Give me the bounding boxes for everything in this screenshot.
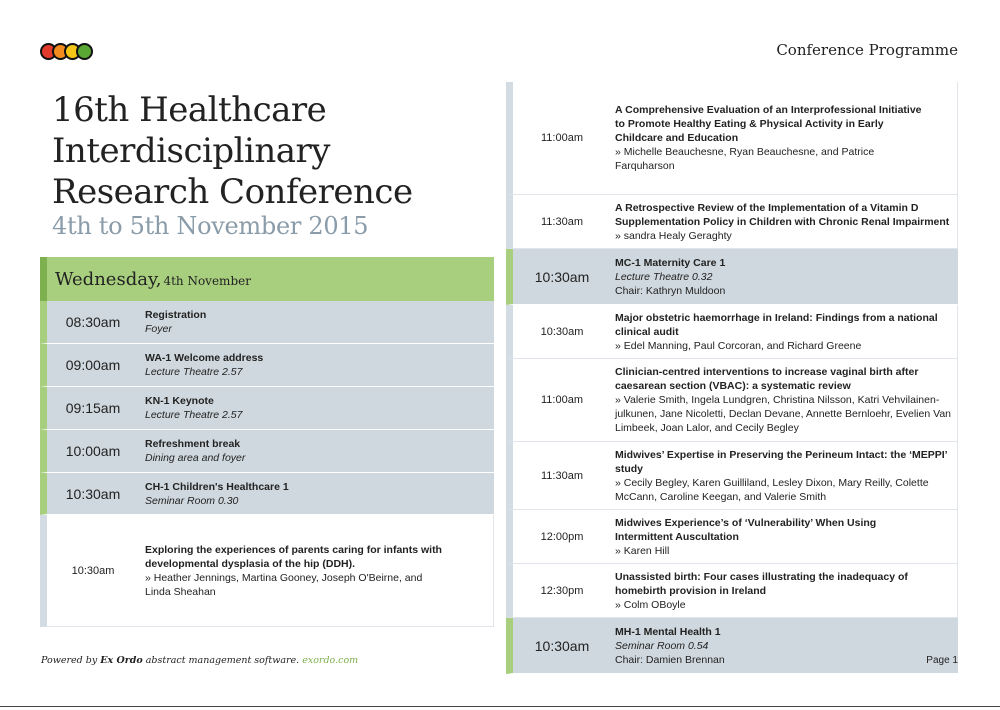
session-location: Foyer	[145, 323, 172, 335]
session-location: Lecture Theatre 0.32	[615, 270, 713, 283]
session-title: CH-1 Children's Healthcare 1	[145, 480, 289, 493]
paper-title: Major obstetric haemorrhage in Ireland: Findings from a national clinical audit	[615, 311, 938, 338]
session-location: Dining area and foyer	[145, 452, 246, 464]
conference-dates: 4th to 5th November 2015	[52, 212, 369, 240]
logo-dot-green-icon	[76, 43, 93, 60]
day-date: 4th November	[163, 274, 251, 288]
session-title: KN-1 Keynote	[145, 395, 214, 407]
session-chair: Chair: Damien Brennan	[615, 653, 725, 666]
paper-row[interactable]	[506, 510, 958, 564]
paper-authors: » Cecily Begley, Karen Guilliland, Lesley Dixon, Mary Reilly, Colette McCann, Caroline Keegan, and Valerie Smith	[615, 476, 929, 503]
paper-content	[611, 564, 957, 617]
footer-prefix: Powered by	[41, 655, 98, 666]
footer-link[interactable]: exordo.com	[302, 655, 359, 666]
document-label: Conference Programme	[776, 41, 958, 59]
session-title: MH-1 Mental Health 1	[615, 625, 721, 638]
paper-content	[611, 82, 957, 194]
session-content	[611, 618, 729, 673]
paper-time: 11:30am	[541, 469, 583, 482]
paper-content	[139, 515, 493, 626]
paper-content	[611, 305, 957, 358]
paper-authors: » sandra Healy Geraghty	[615, 229, 732, 242]
session-location: Lecture Theatre 2.57	[145, 409, 243, 421]
session-row[interactable]	[40, 473, 494, 515]
session-row[interactable]	[40, 387, 494, 430]
bottom-divider	[0, 706, 1000, 707]
paper-time: 11:30am	[541, 215, 583, 228]
session-time: 10:30am	[534, 268, 590, 285]
paper-title: Clinician-centred interventions to increase vaginal birth after caesarean section (VBAC): a systematic review	[615, 366, 919, 392]
footer	[41, 655, 358, 666]
session-title: Registration	[145, 309, 207, 321]
session-time: 10:30am	[534, 637, 590, 654]
paper-authors: » Edel Manning, Paul Corcoran, and Richard Greene	[615, 339, 862, 352]
page-number: Page 1	[926, 655, 958, 666]
title-line-2: Interdisciplinary	[52, 131, 331, 171]
session-title: MC-1 Maternity Care 1	[615, 256, 726, 269]
logo	[40, 43, 92, 59]
paper-content	[611, 359, 957, 441]
session-location: Lecture Theatre 2.57	[145, 366, 243, 378]
paper-authors: » Valerie Smith, Ingela Lundgren, Christina Nilsson, Katri Vehvilainen-julkunen, Jane Nicoletti, Declan Devane, Annette Bernloehr, Evelien Van Limbeek, Joan Lalor, and Cecily Begley	[615, 394, 952, 434]
session-time: 09:15am	[65, 400, 121, 416]
session-row[interactable]	[40, 344, 494, 387]
paper-time: 10:30am	[71, 564, 115, 577]
paper-time: 11:00am	[541, 132, 583, 144]
paper-row[interactable]	[506, 305, 958, 359]
paper-title: Midwives’ Expertise in Preserving the Perineum Intact: the ‘MEPPI’ study	[615, 448, 948, 475]
session-title: WA-1 Welcome address	[145, 352, 264, 364]
paper-authors: » Heather Jennings, Martina Gooney, Joseph O'Beirne, and Linda Sheahan	[145, 571, 423, 598]
paper-row[interactable]	[506, 82, 958, 195]
paper-row[interactable]	[506, 442, 958, 510]
session-location: Seminar Room 0.54	[615, 639, 709, 652]
session-time: 08:30am	[65, 314, 121, 330]
session-row[interactable]	[40, 301, 494, 344]
paper-title: Midwives Experience’s of ‘Vulnerability’ When Using Intermittent Auscultation	[615, 516, 877, 543]
session-time: 10:30am	[65, 485, 121, 502]
footer-brand: Ex Ordo	[100, 655, 143, 666]
session-content	[139, 387, 242, 429]
day-header	[40, 257, 494, 301]
paper-time: 12:00pm	[540, 530, 584, 543]
paper-row[interactable]	[506, 359, 958, 442]
footer-suffix: abstract management software.	[145, 655, 300, 666]
paper-title: Exploring the experiences of parents caring for infants with developmental dysplasia of the hip (DDH).	[145, 543, 442, 570]
paper-time: 10:30am	[540, 325, 584, 338]
paper-row[interactable]	[506, 195, 958, 249]
paper-row[interactable]	[40, 515, 494, 627]
paper-title: A Comprehensive Evaluation of an Interprofessional Initiative to Promote Healthy Eating & Physical Activity in Early Childcare and Education	[615, 104, 922, 144]
title-line-1: 16th Healthcare	[52, 90, 327, 130]
paper-authors: » Colm OBoyle	[615, 598, 686, 611]
title-line-3: Research Conference	[52, 172, 413, 212]
paper-title: A Retrospective Review of the Implementation of a Vitamin D Supplementation Policy in Children with Chronic Renal Impairment	[615, 201, 950, 228]
session-content	[139, 473, 289, 514]
paper-title: Unassisted birth: Four cases illustrating the inadequacy of homebirth provision in Ireland	[615, 570, 908, 597]
session-time: 09:00am	[65, 357, 121, 373]
day-name: Wednesday,	[55, 268, 162, 290]
right-schedule	[506, 82, 958, 674]
session-content	[139, 344, 263, 386]
session-time: 10:00am	[65, 443, 121, 459]
paper-content	[611, 510, 957, 563]
session-row[interactable]	[506, 249, 958, 305]
session-location: Seminar Room 0.30	[145, 494, 239, 507]
paper-authors: » Michelle Beauchesne, Ryan Beauchesne, and Patrice Farquharson	[615, 146, 875, 172]
left-schedule	[40, 257, 494, 627]
session-title: Refreshment break	[145, 438, 241, 450]
paper-content	[611, 442, 957, 509]
session-content	[611, 249, 729, 304]
session-content	[139, 301, 206, 343]
paper-time: 12:30pm	[540, 584, 584, 597]
session-chair: Chair: Kathryn Muldoon	[615, 284, 726, 297]
session-row[interactable]	[506, 618, 958, 674]
paper-row[interactable]	[506, 564, 958, 618]
paper-time: 11:00am	[541, 394, 583, 406]
session-content	[139, 430, 245, 472]
conference-title	[52, 90, 413, 213]
session-row[interactable]	[40, 430, 494, 473]
paper-authors: » Karen Hill	[615, 544, 670, 557]
paper-content	[611, 195, 957, 248]
